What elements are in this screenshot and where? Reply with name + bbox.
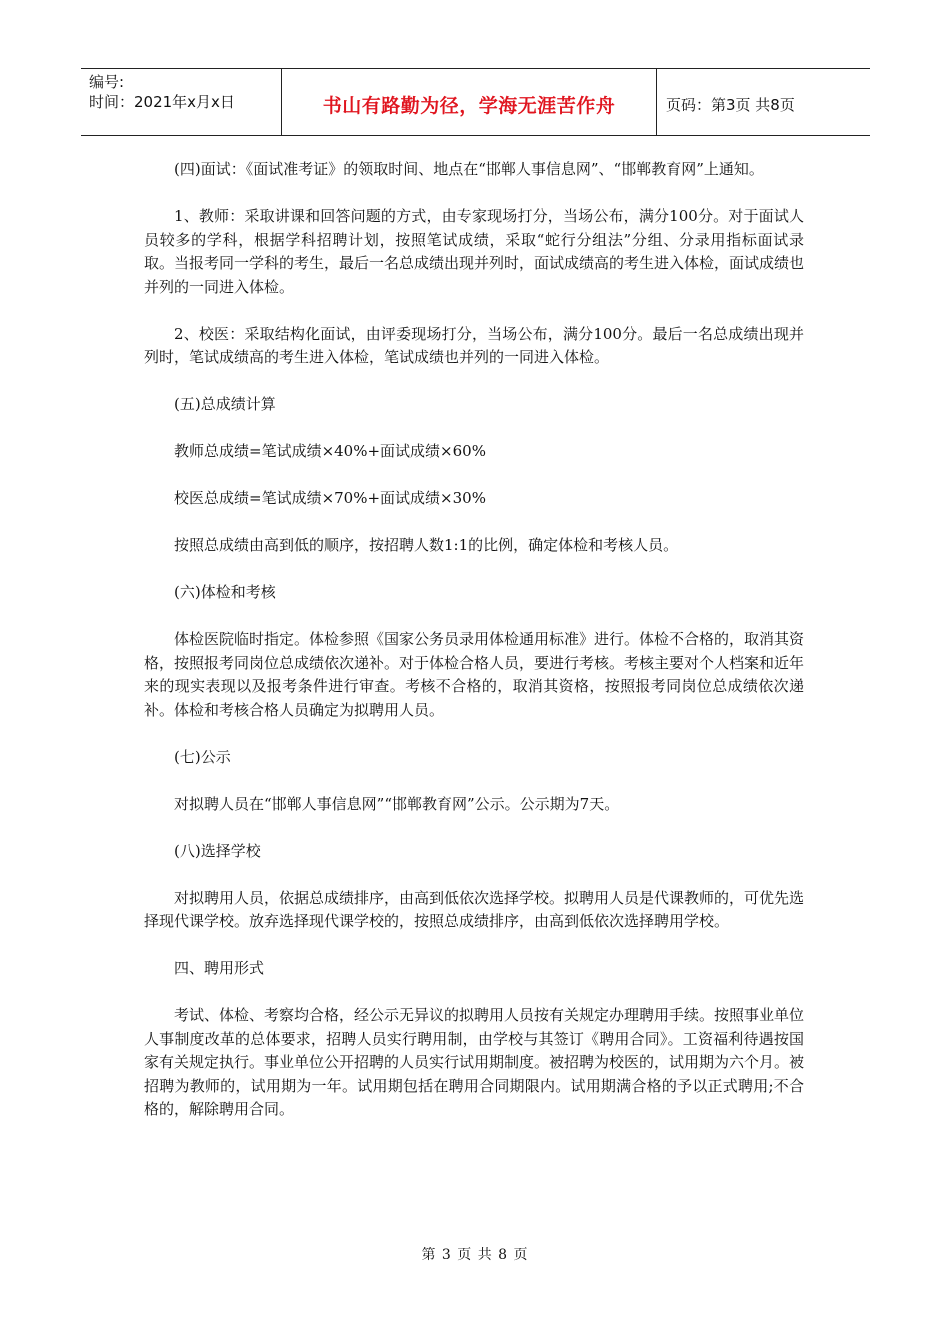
section-heading: (八)选择学校 — [174, 841, 261, 860]
section-heading: (五)总成绩计算 — [174, 395, 276, 413]
paragraph: 2、校医：采取结构化面试，由评委现场打分，当场公布，满分100分。最后一名总成绩出现并列时，笔试成绩高的考生进入体检，笔试成绩也并列的一同进入体检。 — [144, 324, 804, 366]
time-label: 时间：2021年x月x日 — [89, 93, 235, 111]
number-label: 编号: — [89, 73, 125, 91]
paragraph: 对拟聘用人员，依据总成绩排序，由高到低依次选择学校。拟聘用人员是代课教师的，可优先选择现代课学校。放弃选择现代课学校的，按照总成绩排序，由高到低依次选择聘用学校。 — [144, 888, 805, 930]
paragraph: (四)面试：《面试准考证》的领取时间、地点在“邯郸人事信息网”、“邯郸教育网”上通知。 — [174, 160, 764, 178]
paragraph: 体检医院临时指定。体检参照《国家公务员录用体检通用标准》进行。体检不合格的，取消其资格，按照报考同岗位总成绩依次递补。对于体检合格人员，要进行考核。考核主要对个人档案和近年来的现实表现以及报考条件进行审查。考核不合格的，取消其资格，按照报考同岗位总成绩依次递补。体检和考核合格人员确定为拟聘用人员。 — [144, 630, 805, 719]
paragraph: 按照总成绩由高到低的顺序，按招聘人数1:1的比例，确定体检和考核人员。 — [174, 536, 679, 554]
section-heading: (七)公示 — [174, 747, 231, 766]
formula: 校医总成绩=笔试成绩×70%+面试成绩×30% — [174, 489, 486, 507]
page-header — [81, 68, 870, 136]
paragraph: 对拟聘人员在“邯郸人事信息网”“邯郸教育网”公示。公示期为7天。 — [174, 794, 620, 813]
paragraph: 1、教师：采取讲课和回答问题的方式，由专家现场打分，当场公布，满分100分。对于面试人员较多的学科，根据学科招聘计划，按照笔试成绩，采取“蛇行分组法”分组、分录用指标面试录取。当报考同一学科的考生，最后一名总成绩出现并列时，面试成绩高的考生进入体检，面试成绩也并列的一同进入体检。 — [144, 207, 805, 296]
page-footer: 第 3 页 共 8 页 — [421, 1247, 529, 1263]
header-motto: 书山有路勤为径，学海无涯苦作舟 — [282, 69, 657, 135]
header-meta — [81, 69, 282, 135]
header-page-info: 页码：第3页 共8页 — [666, 95, 795, 114]
paragraph: 考试、体检、考察均合格，经公示无异议的拟聘用人员按有关规定办理聘用手续。按照事业单位人事制度改革的总体要求，招聘人员实行聘用制，由学校与其签订《聘用合同》。工资福利待遇按国家有关规定执行。事业单位公开招聘的人员实行试用期制度。被招聘为校医的，试用期为六个月。被招聘为教师的，试用期为一年。试用期包括在聘用合同期限内。试用期满合格的予以正式聘用;不合格的，解除聘用合同。 — [144, 1006, 805, 1118]
document-body — [144, 158, 804, 1145]
section-heading: 四、聘用形式 — [174, 959, 265, 977]
formula: 教师总成绩=笔试成绩×40%+面试成绩×60% — [174, 442, 486, 460]
section-heading: (六)体检和考核 — [174, 583, 276, 601]
